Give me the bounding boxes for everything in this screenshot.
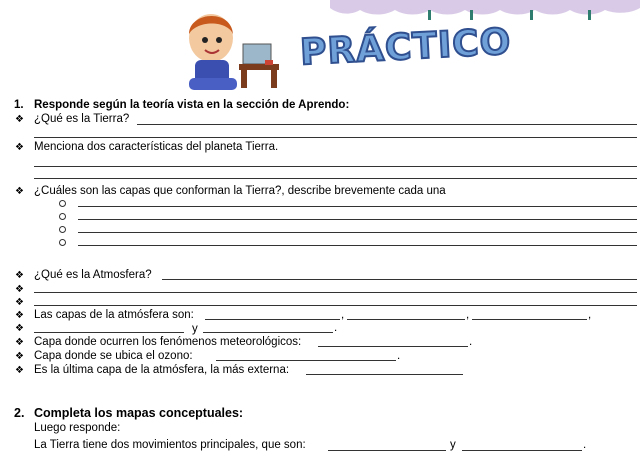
question-capas-tierra: ¿Cuáles son las capas que conforman la Tierra?, describe brevemente cada una — [34, 185, 446, 197]
question-caracteristicas: Menciona dos características del planeta Tierra. — [34, 141, 279, 153]
and-word: y — [192, 323, 198, 335]
bullet-icon: ❖ — [15, 284, 24, 295]
cloud-decoration — [330, 0, 640, 22]
answer-line[interactable] — [34, 166, 637, 167]
answer-line[interactable] — [34, 305, 637, 306]
section1-title: Responde según la teoría vista en la sección de Aprendo: — [34, 99, 350, 111]
period: . — [397, 350, 401, 362]
period: . — [583, 439, 587, 451]
question-ozono: Capa donde se ubica el ozono: — [34, 350, 193, 362]
bullet-icon: ❖ — [15, 351, 24, 362]
period: . — [334, 322, 338, 334]
section2-number: 2. — [14, 406, 25, 420]
bullet-icon: ❖ — [15, 114, 24, 125]
section1-number: 1. — [14, 99, 24, 111]
answer-line[interactable] — [306, 374, 463, 375]
student-illustration — [183, 4, 293, 94]
bullet-icon: ❖ — [15, 323, 24, 334]
section2-title: Completa los mapas conceptuales: — [34, 406, 244, 420]
answer-line[interactable] — [78, 245, 637, 246]
bullet-icon: ❖ — [15, 310, 24, 321]
bullet-icon: ❖ — [15, 186, 24, 197]
bullet-icon: ❖ — [15, 337, 24, 348]
bullet-icon: ❖ — [15, 270, 24, 281]
circle-bullet-icon — [59, 200, 66, 207]
question-atmosfera: ¿Qué es la Atmosfera? — [34, 269, 152, 281]
bullet-icon: ❖ — [15, 365, 24, 376]
question-capa-externa: Es la última capa de la atmósfera, la más externa: — [34, 364, 290, 376]
answer-line[interactable] — [462, 450, 582, 451]
answer-line[interactable] — [34, 137, 637, 138]
question-capas-atmosfera: Las capas de la atmósfera son: — [34, 309, 194, 321]
answer-line[interactable] — [34, 332, 184, 333]
bullet-icon: ❖ — [15, 142, 24, 153]
circle-bullet-icon — [59, 239, 66, 246]
comma: , — [341, 309, 345, 321]
answer-line[interactable] — [78, 206, 637, 207]
and-word: y — [450, 439, 456, 451]
comma: , — [466, 309, 470, 321]
question-movimientos: La Tierra tiene dos movimientos principales, que son: — [34, 439, 306, 451]
answer-line[interactable] — [216, 360, 396, 361]
practico-banner: PRÁCTICO — [299, 21, 513, 74]
answer-line[interactable] — [203, 332, 333, 333]
answer-line[interactable] — [78, 232, 637, 233]
answer-line[interactable] — [34, 178, 637, 179]
period: . — [469, 336, 473, 348]
answer-line[interactable] — [162, 279, 637, 280]
answer-line[interactable] — [205, 319, 340, 320]
answer-line[interactable] — [472, 319, 587, 320]
bullet-icon: ❖ — [15, 297, 24, 308]
answer-line[interactable] — [137, 124, 637, 125]
question-meteorologicos: Capa donde ocurren los fenómenos meteorológicos: — [34, 336, 302, 348]
circle-bullet-icon — [59, 213, 66, 220]
answer-line[interactable] — [34, 292, 637, 293]
answer-line[interactable] — [318, 346, 468, 347]
circle-bullet-icon — [59, 226, 66, 233]
answer-line[interactable] — [78, 219, 637, 220]
answer-line[interactable] — [328, 450, 446, 451]
comma: , — [588, 309, 592, 321]
question-tierra: ¿Qué es la Tierra? — [34, 113, 130, 125]
answer-line[interactable] — [347, 319, 465, 320]
section2-subtitle: Luego responde: — [34, 422, 121, 434]
